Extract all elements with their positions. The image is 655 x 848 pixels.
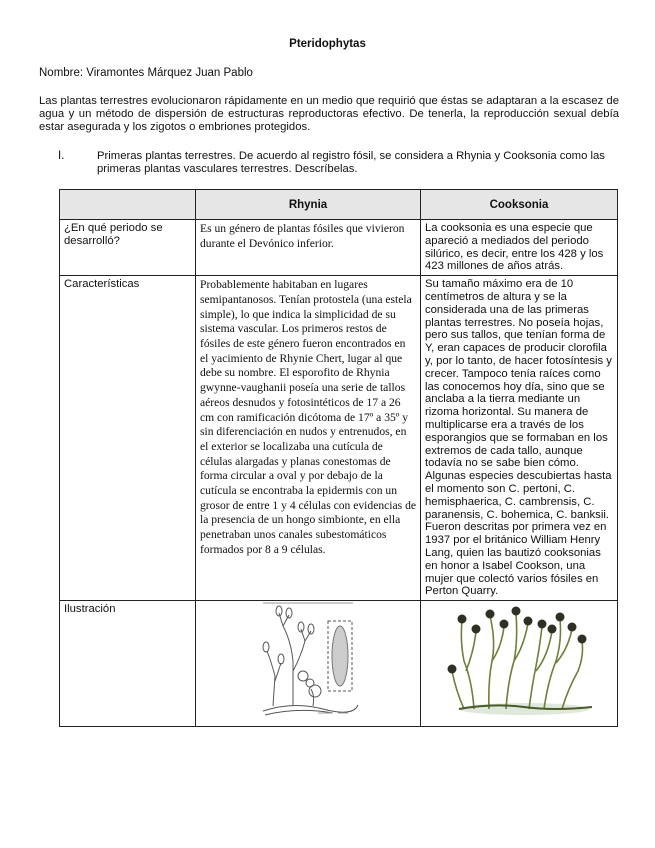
header-rhynia: Rhynia xyxy=(196,190,421,220)
cooksonia-char-paragraph-1: Su tamaño máximo era de 10 centímetros de altura y se la considerada una de las primeras plantas terrestres. No poseía hojas, pero sus tallos, que tenían forma de Y, eran capaces de producir clorofila y, por lo tanto, de hacer fotosíntesis y crecer. Tampoco tenía raíces como las conocemos hoy día, sino que se anclaba a la tierra mediante un rizoma horizontal. Su manera de multiplicarse era a través de los esporangios que se formaban en los extremos de cada tallo, aunque todavía no se sabe bien cómo. xyxy=(425,278,612,470)
row-label-characteristics: Características xyxy=(60,276,196,601)
comparison-table xyxy=(59,189,618,727)
cooksonia-period: La cooksonia es una especie que apareció a mediados del periodo silúrico, es decir, entre los 428 y los 423 millones de años atrás. xyxy=(421,220,618,276)
cooksonia-characteristics xyxy=(421,276,618,601)
cooksonia-illustration xyxy=(421,601,618,727)
rhynia-period: Es un género de plantas fósiles que vivieron durante el Devónico inferior. xyxy=(196,220,421,276)
header-cooksonia: Cooksonia xyxy=(421,190,618,220)
table-row xyxy=(60,220,618,276)
intro-paragraph: Las plantas terrestres evolucionaron rápidamente en un medio que requirió que éstas se adaptaran a la escasez de agua y un método de dispersión de estructuras reproductoras efectivo. De tenerla, la reproducción sexual debía estar asegurada y los zigotos o embriones protegidos. xyxy=(39,95,619,133)
table-header-row xyxy=(60,190,618,220)
rhynia-illustration xyxy=(196,601,421,727)
table-row xyxy=(60,601,618,727)
question-number: I. xyxy=(58,150,65,162)
table-row xyxy=(60,276,618,601)
rhynia-drawing xyxy=(253,601,363,721)
row-label-period: ¿En qué periodo se desarrolló? xyxy=(60,220,196,276)
question-text: Primeras plantas terrestres. De acuerdo al registro fósil, se considera a Rhynia y Cooksonia como las primeras plantas vasculares terrestres. Descríbelas. xyxy=(97,150,605,175)
page-title: Pteridophytas xyxy=(289,38,366,50)
cooksonia-drawing xyxy=(444,601,594,721)
cooksonia-char-paragraph-2: Algunas especies descubiertas hasta el momento son C. pertoni, C. hemisphaerica, C. cambrensis, C. paranensis, C. bohemica, C. banksii. xyxy=(425,470,612,521)
header-blank xyxy=(60,190,196,220)
student-name: Nombre: Viramontes Márquez Juan Pablo xyxy=(39,67,253,79)
row-label-illustration: Ilustración xyxy=(60,601,196,727)
rhynia-characteristics: Probablemente habitaban en lugares semipantanosos. Tenían protostela (una estela simple), lo que indica la simplicidad de su sistema vascular. Los primeros restos de fósiles de este género fueron encontrados en el yacimiento de Rhynie Chert, lugar al que debe su nombre. El esporofito de Rhynia gwynne-vaughanii poseía una serie de tallos aéreos desnudos y fotosintéticos de 17 a 26 cm con ramificación dicótoma de 17º a 35º y sin diferenciación en nudos y entrenudos, en el exterior se localizaba una cutícula de células alargadas y planas conestomas de forma circular a oval y por debajo de la cutícula se encontraba la epidermis con un grosor de entre 1 y 4 células con evidencias de la presencia de un hongo simbionte, en ella penetraban unos canales subestomáticos formados por 8 a 9 células. xyxy=(196,276,421,601)
cooksonia-char-paragraph-3: Fueron descritas por primera vez en 1937 por el británico William Henry Lang, quien las bautizó cooksonias en honor a Isabel Cookson, una mujer que colectó varios fósiles en Perton Quarry. xyxy=(425,521,607,598)
